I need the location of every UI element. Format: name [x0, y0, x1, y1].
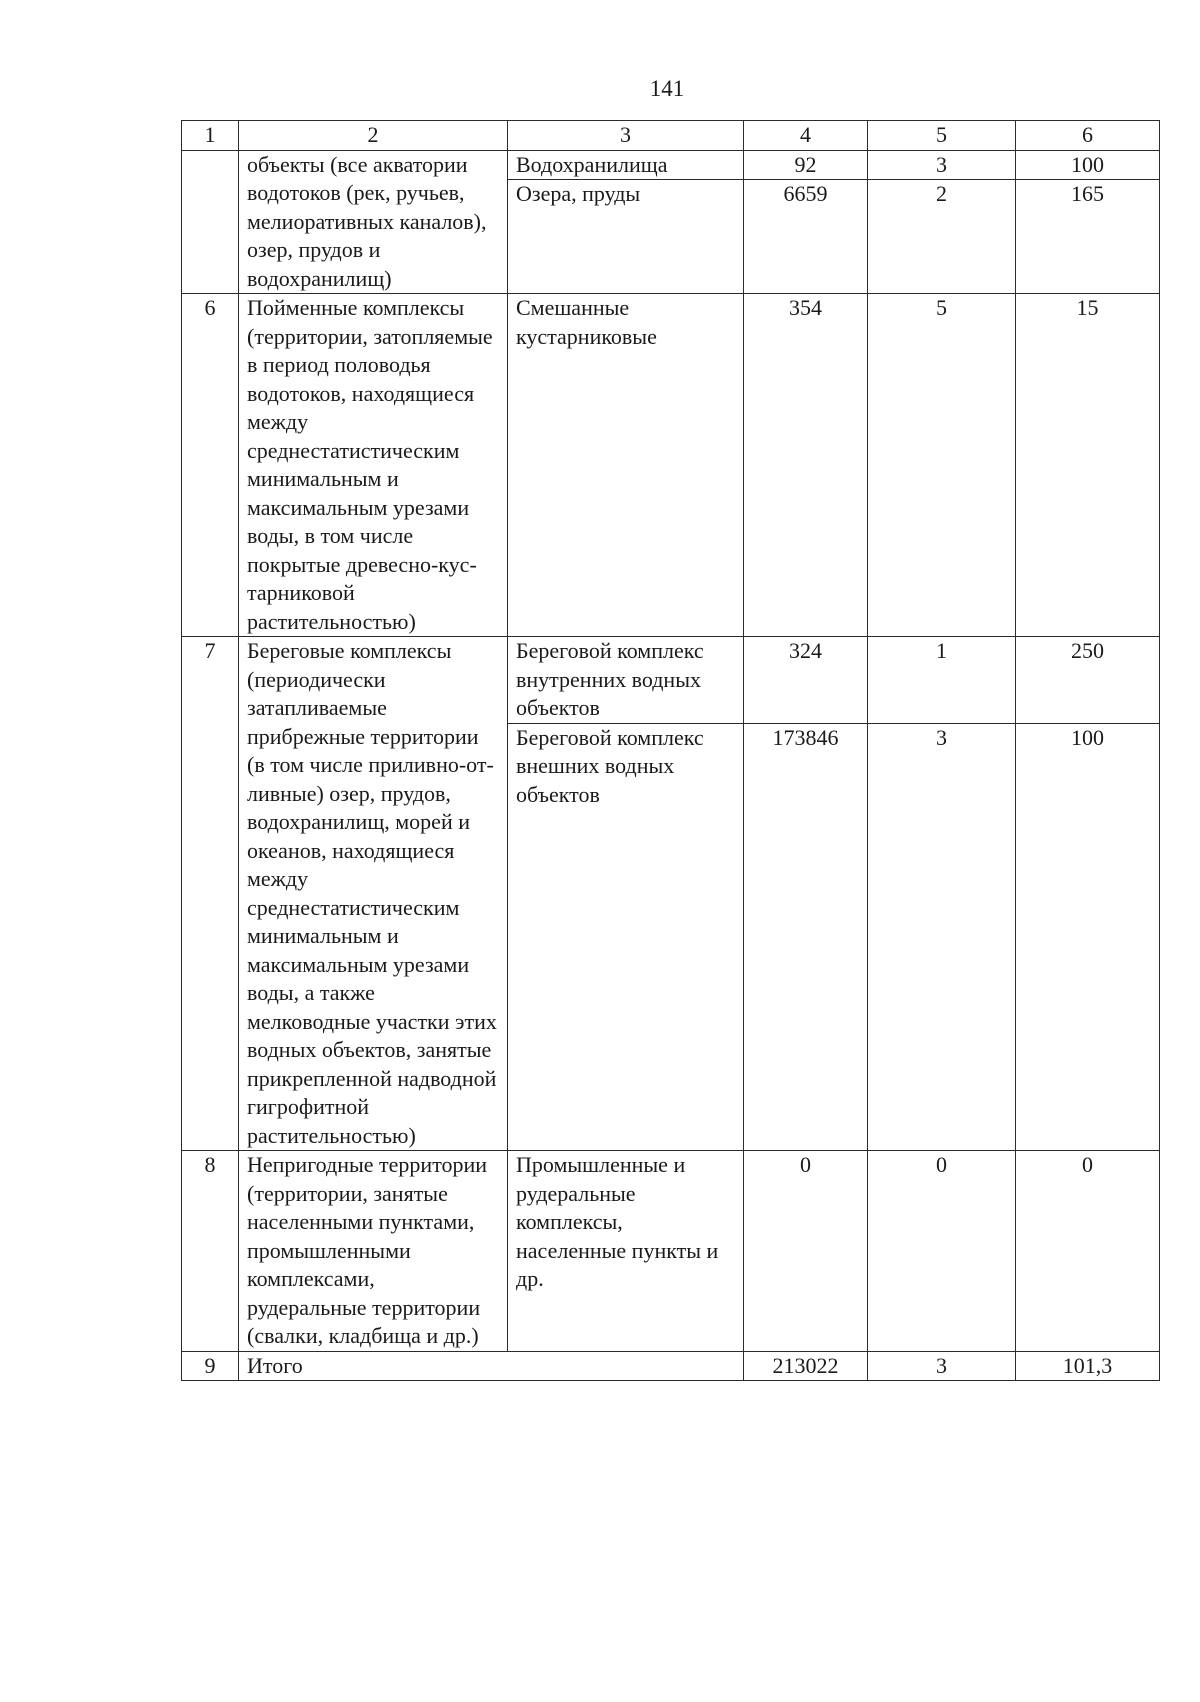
data-table: [181, 120, 1160, 1381]
value-cell: 15: [1016, 294, 1160, 637]
subtype-cell: Промышленные и рудеральные комплексы, населенные пункты и др.: [508, 1151, 744, 1352]
category-cell: объекты (все акватории водотоков (рек, ручьев, мелиоративных каналов), озер, прудов и водохранилищ): [239, 150, 508, 294]
value-cell: 0: [1016, 1151, 1160, 1352]
table-row: [182, 637, 1160, 724]
total-value: 3: [868, 1351, 1016, 1381]
subtype-cell: Озера, пруды: [508, 180, 744, 294]
value-cell: 354: [744, 294, 868, 637]
column-header: 1: [182, 121, 239, 151]
category-cell: Непригодные территории (территории, занятые населенными пунктами, промышленными комплексами, рудеральные территории (свалки, кладбища и др.): [239, 1151, 508, 1352]
value-cell: 173846: [744, 723, 868, 1151]
column-header: 6: [1016, 121, 1160, 151]
column-header: 2: [239, 121, 508, 151]
category-cell: Береговые комплексы (периодически затапливаемые прибрежные территории (в том числе приливно-от-ливные) озер, прудов, водохранилищ, морей и океанов, находящиеся между среднестатистическим минимальным и максимальным урезами воды, а также мелководные участки этих водных объектов, занятые прикрепленной надводной гигрофитной растительностью): [239, 637, 508, 1151]
category-cell: Пойменные комплексы (территории, затопляемые в период половодья водотоков, находящиеся между среднестатистическим минимальным и максимальным урезами воды, в том числе покрытые древесно-кус-тарниковой растительностью): [239, 294, 508, 637]
column-header: 5: [868, 121, 1016, 151]
value-cell: 165: [1016, 180, 1160, 294]
table-row: [182, 1151, 1160, 1352]
value-cell: 6659: [744, 180, 868, 294]
total-label: Итого: [239, 1351, 744, 1381]
value-cell: 100: [1016, 723, 1160, 1151]
value-cell: 5: [868, 294, 1016, 637]
value-cell: 2: [868, 180, 1016, 294]
total-row: [182, 1351, 1160, 1381]
value-cell: 0: [868, 1151, 1016, 1352]
row-number: 7: [182, 637, 239, 1151]
subtype-cell: Водохранилища: [508, 150, 744, 180]
row-number: 9: [182, 1351, 239, 1381]
column-header: 3: [508, 121, 744, 151]
column-header: 4: [744, 121, 868, 151]
value-cell: 1: [868, 637, 1016, 724]
row-number: [182, 150, 239, 294]
value-cell: 250: [1016, 637, 1160, 724]
value-cell: 3: [868, 150, 1016, 180]
subtype-cell: Береговой комплекс внутренних водных объектов: [508, 637, 744, 724]
value-cell: 3: [868, 723, 1016, 1151]
value-cell: 92: [744, 150, 868, 180]
table-row: [182, 294, 1160, 637]
total-value: 213022: [744, 1351, 868, 1381]
value-cell: 324: [744, 637, 868, 724]
subtype-cell: Береговой комплекс внешних водных объектов: [508, 723, 744, 1151]
row-number: 6: [182, 294, 239, 637]
subtype-cell: Смешанные кустарниковые: [508, 294, 744, 637]
row-number: 8: [182, 1151, 239, 1352]
table-row: [182, 150, 1160, 180]
value-cell: 0: [744, 1151, 868, 1352]
page-number: 141: [649, 76, 685, 101]
header-row: [182, 121, 1160, 151]
value-cell: 100: [1016, 150, 1160, 180]
total-value: 101,3: [1016, 1351, 1160, 1381]
